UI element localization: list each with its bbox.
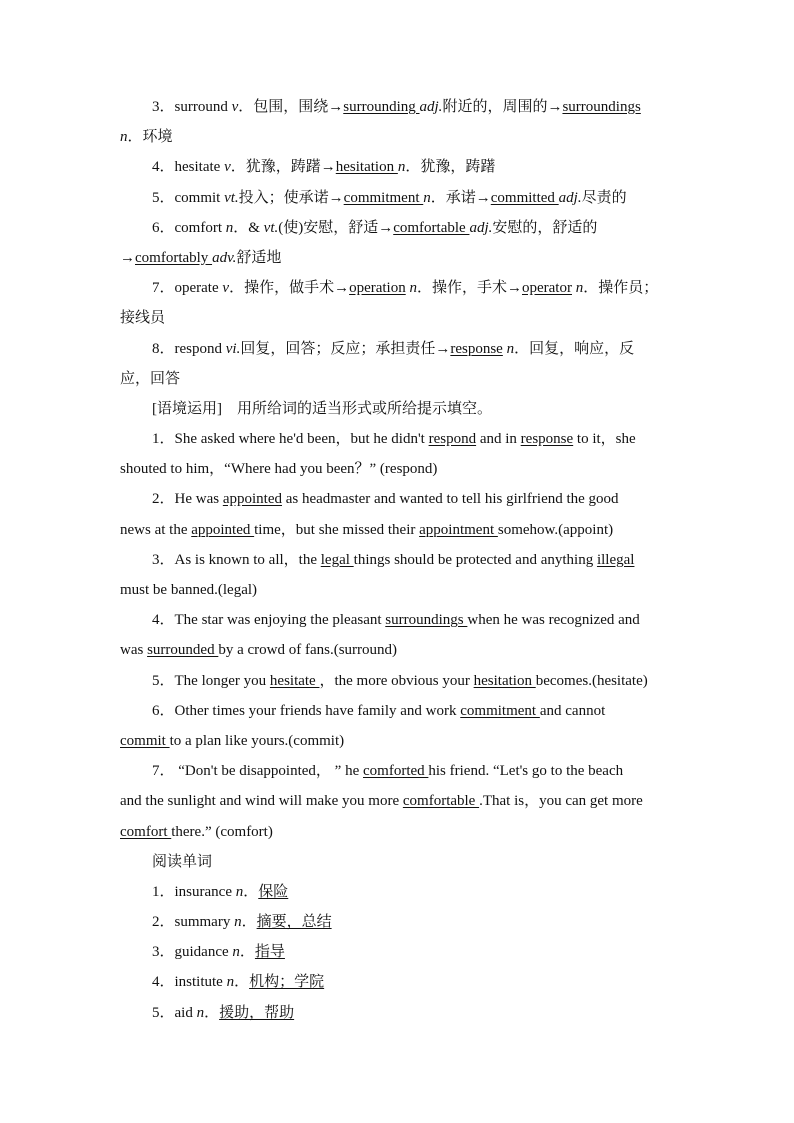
answer-text: respond — [428, 431, 477, 448]
text-segment: 2．He was — [152, 491, 223, 508]
part-of-speech: n — [409, 280, 417, 297]
text-segment: ．& — [233, 219, 264, 236]
vocab-item-line — [120, 364, 676, 394]
text-segment: 6．Other times your friends have family and work — [152, 702, 461, 719]
text-segment: ．操作，手术→ — [416, 280, 522, 297]
answer-text: response — [450, 340, 503, 357]
text-segment: 5．The longer you — [152, 672, 270, 689]
exercise-item-line — [120, 726, 676, 756]
part-of-speech: n — [575, 280, 584, 297]
text-segment: ．操作，做手术→ — [229, 280, 350, 297]
exercise-item-line — [120, 817, 676, 847]
exercise-item — [120, 605, 676, 665]
text-segment: as headmaster and wanted to tell his girlfriend the good — [281, 491, 619, 508]
text-segment: 附近的，周围的→ — [442, 99, 563, 115]
exercise-item — [120, 756, 676, 847]
text-segment: and cannot — [539, 702, 606, 719]
text-segment: to it，she — [573, 431, 636, 448]
text-segment: ，the more obvious your — [319, 672, 474, 689]
answer-text: hesitation — [335, 159, 398, 176]
reading-word-item-line — [120, 937, 676, 967]
text-segment: .That is，you can get more — [479, 793, 643, 810]
part-of-speech: n — [235, 883, 244, 900]
text-segment: ． — [243, 883, 259, 900]
exercise-item — [120, 545, 676, 605]
text-segment: ． — [239, 944, 255, 961]
answer-text: hesitate — [269, 672, 320, 689]
text-segment: ．承诺→ — [430, 189, 491, 206]
part-of-speech: n — [120, 129, 128, 146]
section-heading: [语境运用] 用所给词的适当形式或所给提示填空。 — [152, 400, 492, 417]
answer-text: operator — [522, 280, 572, 297]
answer-text: committed — [490, 189, 559, 206]
part-of-speech: n — [506, 340, 515, 357]
reading-word-item — [120, 937, 676, 967]
answer-text: surrounding — [343, 99, 420, 115]
vocab-item-line — [120, 273, 676, 303]
text-segment: his friend. “Let's go to the beach — [428, 763, 624, 780]
answer-text: appointed — [191, 521, 255, 538]
answer-text: operation — [349, 280, 406, 297]
text-segment: there.” (comfort) — [171, 823, 273, 840]
answer-text: comforted — [363, 763, 429, 780]
part-of-speech: vt. — [224, 189, 239, 206]
answer-text: surrounded — [147, 642, 219, 659]
part-of-speech: v — [231, 99, 239, 115]
text-segment: 6．comfort — [152, 219, 226, 236]
vocab-item-line — [120, 243, 676, 273]
part-of-speech: adv. — [212, 249, 237, 266]
reading-word-item — [120, 877, 676, 907]
text-segment: ．犹豫，踌躇→ — [230, 159, 336, 176]
part-of-speech: n — [423, 189, 431, 206]
text-segment: 3．guidance — [152, 944, 233, 961]
vocab-item-line — [120, 92, 676, 122]
exercise-item-line — [120, 454, 676, 484]
answer-text: 援助，帮助 — [219, 1004, 295, 1021]
exercise-item — [120, 666, 676, 696]
text-segment: 5．aid — [152, 1004, 197, 1021]
vocab-item — [120, 92, 676, 152]
answer-text: comfortable — [402, 793, 480, 810]
part-of-speech: adj. — [419, 99, 443, 115]
answer-text: 指导 — [254, 944, 285, 961]
vocab-item-line — [120, 334, 676, 364]
part-of-speech: vt. — [263, 219, 279, 236]
text-segment: 4．hesitate — [152, 159, 225, 176]
answer-text: surroundings — [562, 99, 641, 115]
text-segment: 投入；使承诺→ — [238, 189, 344, 206]
exercise-item-line — [120, 756, 676, 786]
vocab-item-line — [120, 303, 676, 333]
answer-text: surroundings — [385, 612, 468, 629]
vocab-item — [120, 152, 676, 182]
text-segment: becomes.(hesitate) — [535, 672, 648, 689]
part-of-speech: n — [234, 914, 242, 931]
text-segment: ．犹豫，踌躇 — [405, 159, 496, 176]
vocab-item-line — [120, 213, 676, 243]
vocab-item — [120, 334, 676, 394]
text-segment: ．回复，响应，反 — [514, 340, 635, 357]
part-of-speech: adj. — [469, 219, 493, 236]
text-segment: ．包围，围绕→ — [238, 99, 344, 115]
text-segment: 4．institute — [152, 974, 227, 991]
vocab-item-line — [120, 183, 676, 213]
reading-word-item-line — [120, 907, 676, 937]
part-of-speech: n — [232, 944, 240, 961]
reading-word-item-line — [120, 998, 676, 1028]
reading-word-item-line — [120, 967, 676, 997]
text-segment: 2．summary — [152, 914, 235, 931]
exercise-item — [120, 424, 676, 484]
answer-text: comfortable — [393, 219, 470, 236]
text-segment: 应，回答 — [120, 370, 181, 387]
vocab-item — [120, 183, 676, 213]
text-segment: time，but she missed their — [254, 521, 420, 538]
part-of-speech: n — [226, 974, 235, 991]
exercise-list — [120, 424, 676, 847]
answer-text: legal — [320, 551, 354, 568]
text-segment: ． — [204, 1004, 220, 1021]
text-segment: 1．She asked where he'd been，but he didn't — [152, 431, 429, 448]
text-segment: was — [120, 642, 148, 659]
text-segment: ． — [241, 914, 257, 931]
text-segment: 回复，回答；反应；承担责任→ — [240, 340, 451, 357]
reading-word-item — [120, 998, 676, 1028]
exercise-item-line — [120, 696, 676, 726]
text-segment: ． — [234, 974, 250, 991]
reading-word-list — [120, 877, 676, 1028]
reading-heading: 阅读单词 — [152, 853, 213, 870]
text-segment: ．环境 — [127, 129, 173, 146]
vocab-item-line — [120, 122, 676, 152]
text-segment: → — [120, 249, 135, 266]
text-segment: and in — [476, 431, 521, 448]
text-segment: 安慰的，舒适的 — [492, 219, 598, 236]
answer-text: response — [520, 431, 574, 448]
exercise-item-line — [120, 786, 676, 816]
part-of-speech: adj. — [558, 189, 582, 206]
exercise-item-line — [120, 545, 676, 575]
answer-text: comfort — [120, 823, 172, 840]
exercise-item-line — [120, 666, 676, 696]
text-segment: 8．respond — [152, 340, 226, 357]
exercise-item-line — [120, 635, 676, 665]
exercise-item — [120, 696, 676, 756]
text-segment: by a crowd of fans.(surround) — [218, 642, 398, 659]
text-segment: 接线员 — [120, 310, 166, 327]
text-segment: 3．As is known to all，the — [152, 551, 321, 568]
answer-text: illegal — [596, 551, 635, 568]
answer-text: 保险 — [258, 883, 289, 900]
answer-text: 机构；学院 — [249, 974, 325, 991]
answer-text: comfortably — [135, 249, 213, 266]
answer-text: appointed — [222, 491, 282, 508]
part-of-speech: v — [224, 159, 231, 176]
text-segment: news at the — [120, 521, 192, 538]
text-segment: somehow.(appoint) — [497, 521, 614, 538]
text-segment: ．操作员； — [583, 280, 659, 297]
text-segment: 1．insurance — [152, 883, 236, 900]
text-segment: 7．operate — [152, 280, 223, 297]
exercise-item-line — [120, 605, 676, 635]
answer-text: hesitation — [473, 672, 536, 689]
exercise-item-line — [120, 424, 676, 454]
vocabulary-list — [120, 92, 676, 394]
part-of-speech: n — [196, 1004, 205, 1021]
answer-text: 摘要，总结 — [256, 914, 332, 931]
text-segment: 3．surround — [152, 99, 232, 115]
text-segment: when he was recognized and — [467, 612, 640, 629]
document-page — [120, 92, 676, 1028]
text-segment: 7． “Don't be disappointed， ” he — [152, 763, 363, 780]
text-segment: 尽责的 — [581, 189, 627, 206]
exercise-item-line — [120, 484, 676, 514]
part-of-speech: n — [225, 219, 234, 236]
text-segment: must be banned.(legal) — [120, 582, 258, 598]
text-segment: shouted to him，“Where had you been？” (respond) — [120, 461, 438, 478]
reading-word-item — [120, 907, 676, 937]
answer-text: appointment — [419, 521, 498, 538]
part-of-speech: n — [397, 159, 406, 176]
answer-text: commitment — [343, 189, 424, 206]
reading-word-item-line — [120, 877, 676, 907]
part-of-speech: vi. — [225, 340, 241, 357]
text-segment: and the sunlight and wind will make you more — [120, 793, 403, 810]
text-segment: to a plan like yours.(commit) — [169, 732, 345, 749]
exercise-item — [120, 484, 676, 544]
exercise-item-line — [120, 515, 676, 545]
exercise-item-line — [120, 575, 676, 605]
text-segment: things should be protected and anything — [353, 551, 597, 568]
answer-text: commitment — [460, 702, 540, 719]
vocab-item — [120, 273, 676, 333]
text-segment: (使)安慰，舒适→ — [278, 219, 394, 236]
vocab-item-line — [120, 152, 676, 182]
text-segment: 5．commit — [152, 189, 225, 206]
reading-word-item — [120, 967, 676, 997]
vocab-item — [120, 213, 676, 273]
part-of-speech: v — [222, 280, 230, 297]
answer-text: commit — [120, 732, 170, 749]
text-segment: 4．The star was enjoying the pleasant — [152, 612, 386, 629]
text-segment: 舒适地 — [236, 249, 282, 266]
